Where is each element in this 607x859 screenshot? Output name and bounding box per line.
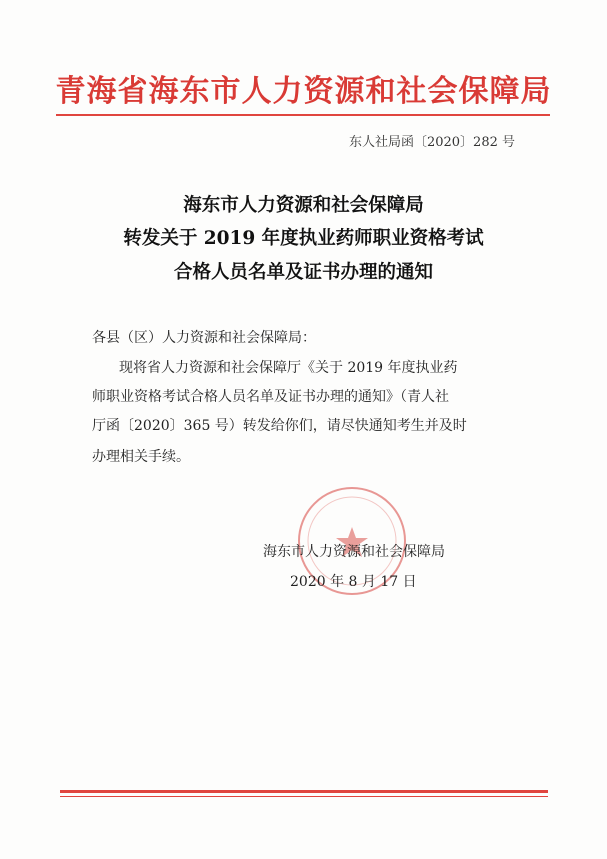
- title-line-2: 转发关于 2019 年度执业药师职业资格考试: [123, 228, 484, 249]
- salutation: 各县（区）人力资源和社会保障局：: [92, 330, 316, 346]
- header-organization: 青海省海东市人力资源和社会保障局: [55, 74, 552, 109]
- header-red-rule: [56, 114, 550, 116]
- signature-date: 2020 年 8 月 17 日: [290, 574, 417, 590]
- signature-organization: 海东市人力资源和社会保障局: [263, 544, 445, 560]
- document-number: 东人社局函〔2020〕282 号: [348, 135, 515, 150]
- paragraph-line: 师职业资格考试合格人员名单及证书办理的通知》（青人社: [92, 389, 449, 405]
- title-line-1: 海东市人力资源和社会保障局: [183, 195, 424, 216]
- footer-red-rule-thin: [60, 796, 548, 797]
- paragraph-line: 厅函〔2020〕365 号）转发给你们，请尽快通知考生并及时: [92, 418, 467, 434]
- paragraph-line: 办理相关手续。: [92, 449, 190, 465]
- footer-red-rule-thick: [60, 790, 548, 793]
- paragraph-line: 现将省人力资源和社会保障厅《关于 2019 年度执业药: [119, 360, 458, 376]
- title-line-3: 合格人员名单及证书办理的通知: [173, 262, 433, 283]
